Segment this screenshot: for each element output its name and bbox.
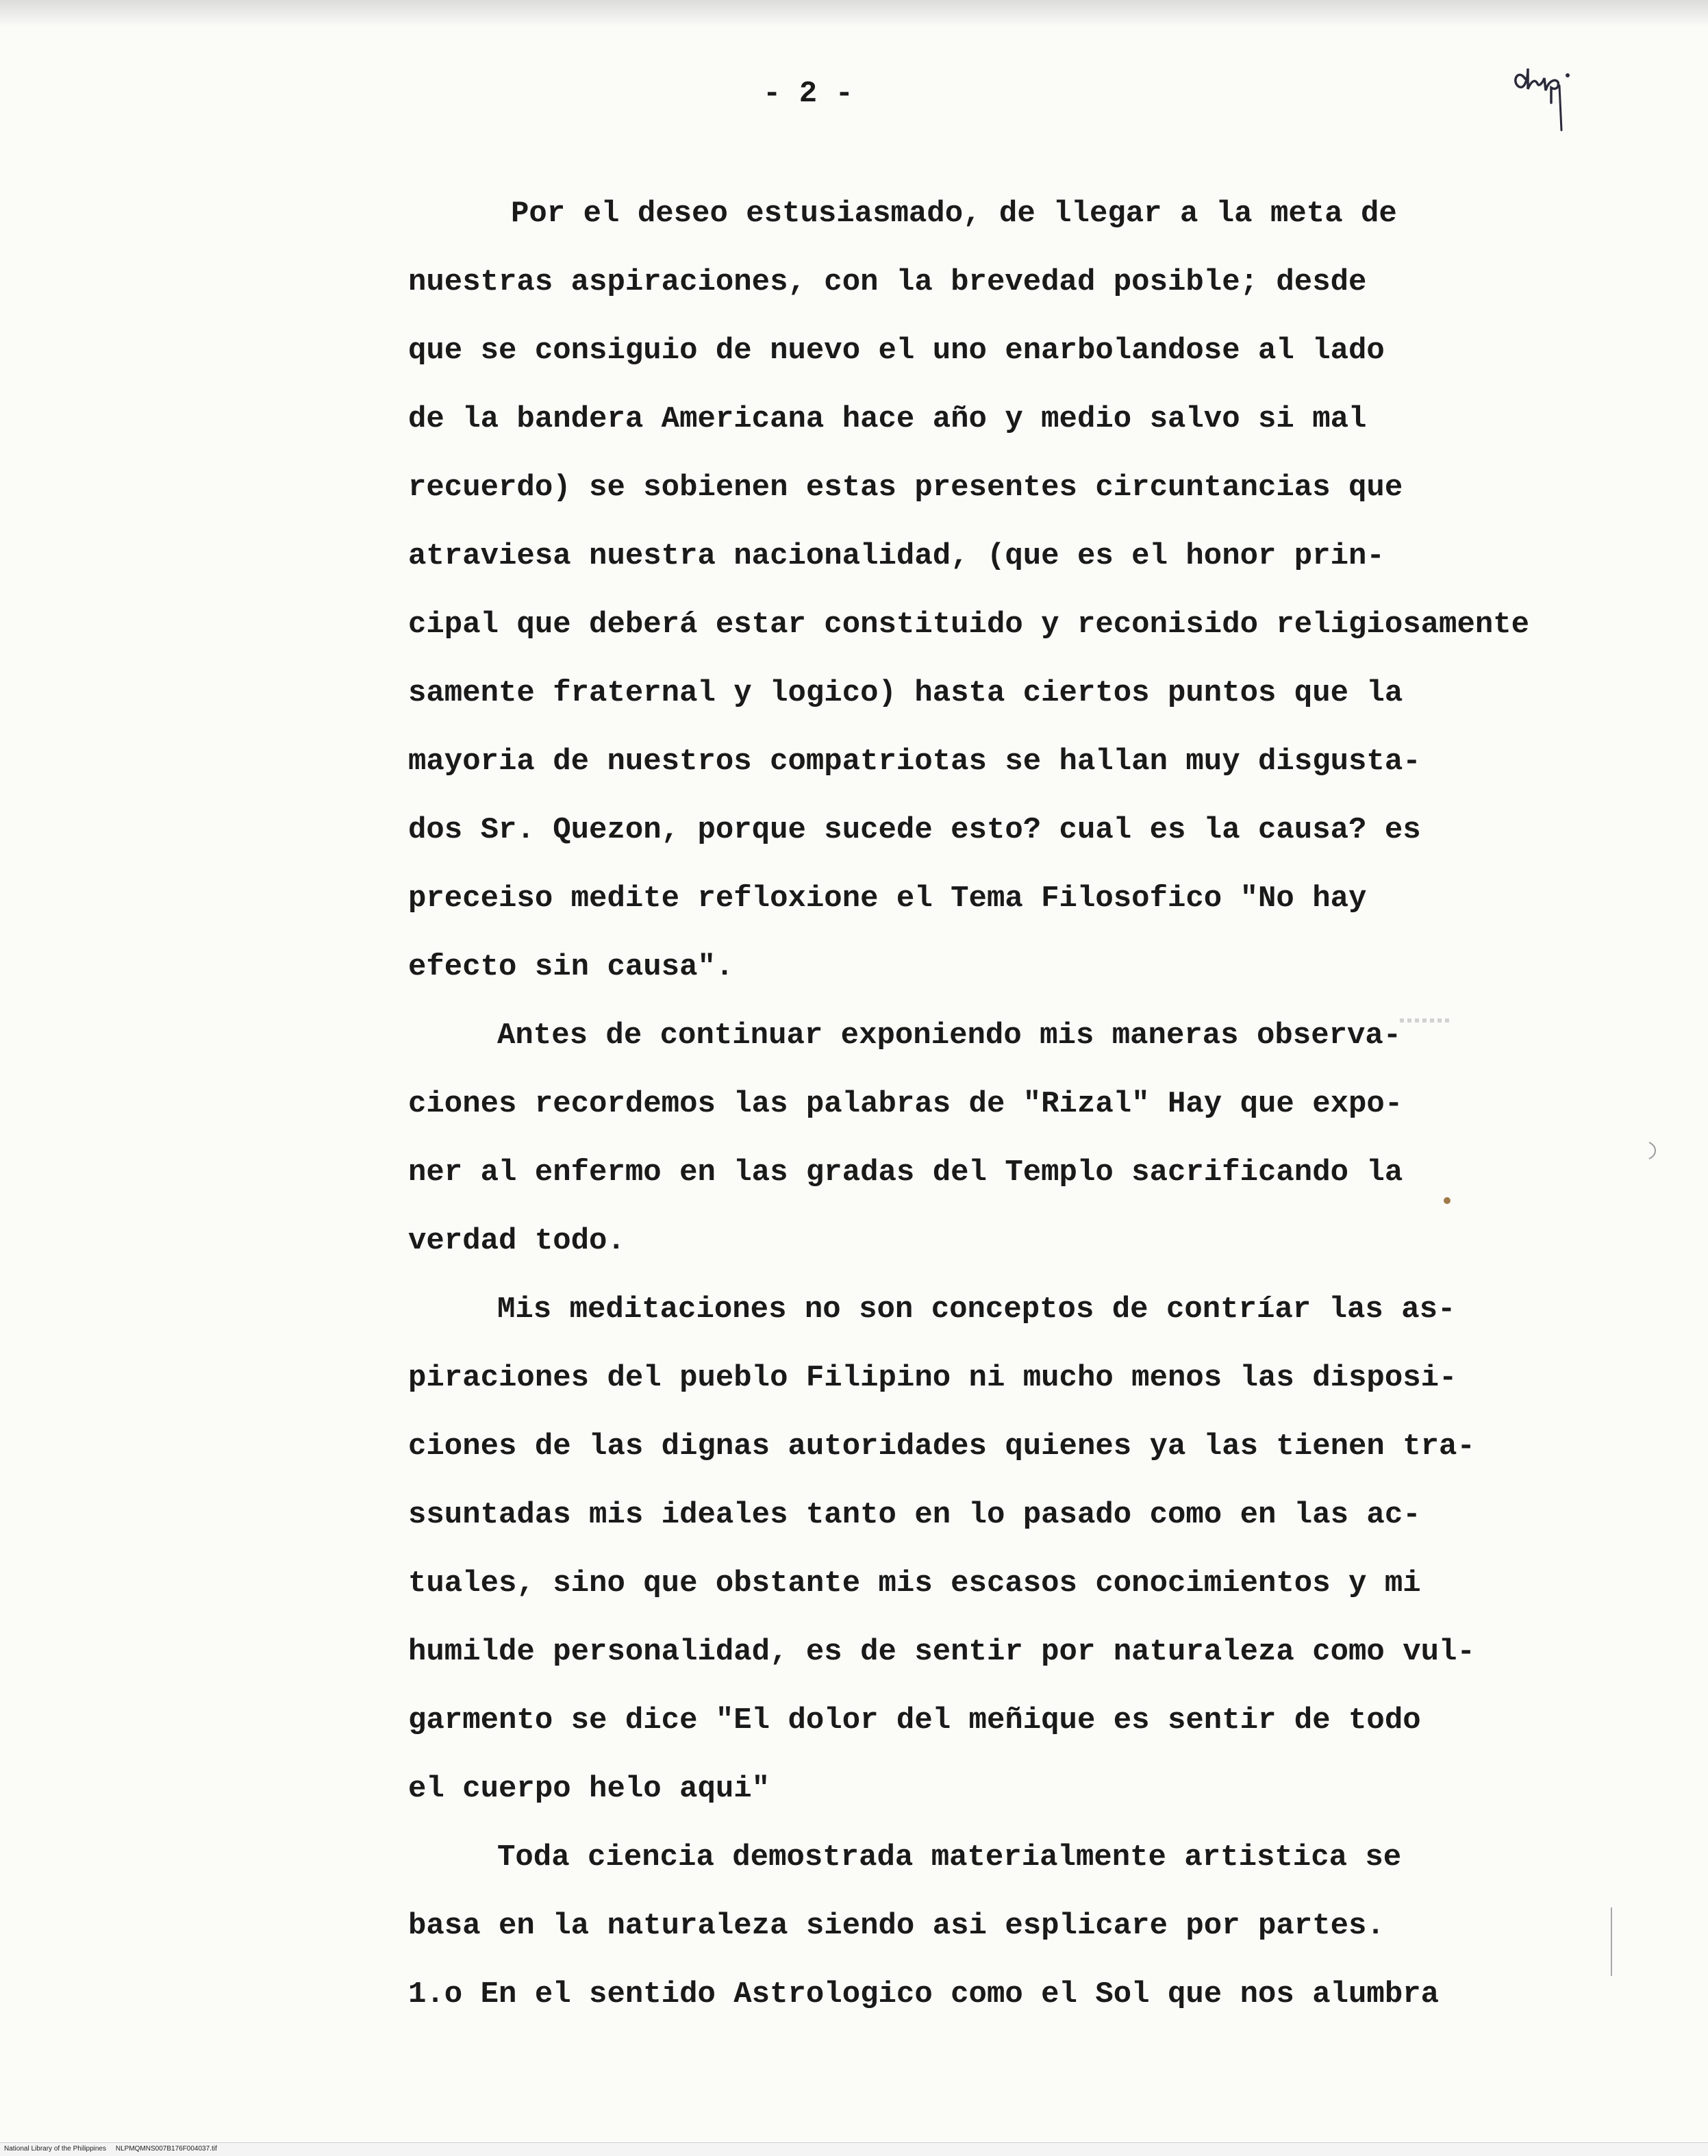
text-line: preceiso medite refloxione el Tema Filosofico "No hay [408, 881, 1367, 916]
text-line: Toda ciencia demostrada materialmente artistica se [497, 1840, 1402, 1875]
text-line: que se consiguio de nuevo el uno enarbolandose al lado [408, 334, 1385, 368]
margin-mark [1644, 1137, 1664, 1164]
text-line: atraviesa nuestra nacionalidad, (que es el honor prin- [408, 539, 1385, 573]
text-line: ner al enfermo en las gradas del Templo sacrificando la [408, 1155, 1403, 1190]
scan-top-shadow [0, 0, 1708, 27]
smudge-mark [1397, 1014, 1452, 1027]
text-line: 1.o En el sentido Astrologico como el Sol que nos alumbra [408, 1977, 1440, 2011]
text-line: piraciones del pueblo Filipino ni mucho menos las disposi- [408, 1361, 1457, 1395]
text-line: el cuerpo helo aqui" [408, 1772, 770, 1806]
text-line: garmento se dice "El dolor del meñique es sentir de todo [408, 1703, 1421, 1738]
letter-body [408, 179, 1530, 2029]
text-line: humilde personalidad, es de sentir por naturaleza como vul- [408, 1635, 1475, 1669]
handwritten-note [1510, 48, 1606, 144]
text-line: verdad todo. [408, 1224, 625, 1258]
scan-footer-text: National Library of the Philippines NLPMQMNS007B176F004037.tif [4, 2145, 217, 2153]
text-line: ciones recordemos las palabras de "Rizal" Hay que expo- [408, 1087, 1403, 1121]
text-line: ciones de las dignas autoridades quienes ya las tienen tra- [408, 1429, 1475, 1464]
ink-spot [1442, 1195, 1453, 1206]
text-line: nuestras aspiraciones, con la brevedad posible; desde [408, 265, 1367, 299]
text-line: mayoria de nuestros compatriotas se hallan muy disgusta- [408, 744, 1421, 779]
text-line: ssuntadas mis ideales tanto en lo pasado como en las ac- [408, 1498, 1421, 1532]
margin-mark [1608, 1904, 1615, 1979]
text-line: recuerdo) se sobienen estas presentes circuntancias que [408, 471, 1403, 505]
text-line: basa en la naturaleza siendo asi esplicare por partes. [408, 1909, 1385, 1943]
text-line: samente fraternal y logico) hasta ciertos puntos que la [408, 676, 1403, 710]
text-line: de la bandera Americana hace año y medio salvo si mal [408, 402, 1367, 436]
text-line: efecto sin causa". [408, 950, 734, 984]
text-line: Mis meditaciones no son conceptos de contríar las as- [497, 1292, 1456, 1327]
text-line: Por el deseo estusiasmado, de llegar a la meta de [511, 197, 1397, 231]
page-number: - 2 - [762, 77, 854, 111]
text-line: dos Sr. Quezon, porque sucede esto? cual es la causa? es [408, 813, 1421, 847]
scan-footer-bar [0, 2142, 1708, 2156]
text-line: tuales, sino que obstante mis escasos conocimientos y mi [408, 1566, 1421, 1601]
text-line: cipal que deberá estar constituido y reconisido religiosamente [408, 607, 1530, 642]
text-line: Antes de continuar exponiendo mis maneras observa- [497, 1018, 1402, 1053]
